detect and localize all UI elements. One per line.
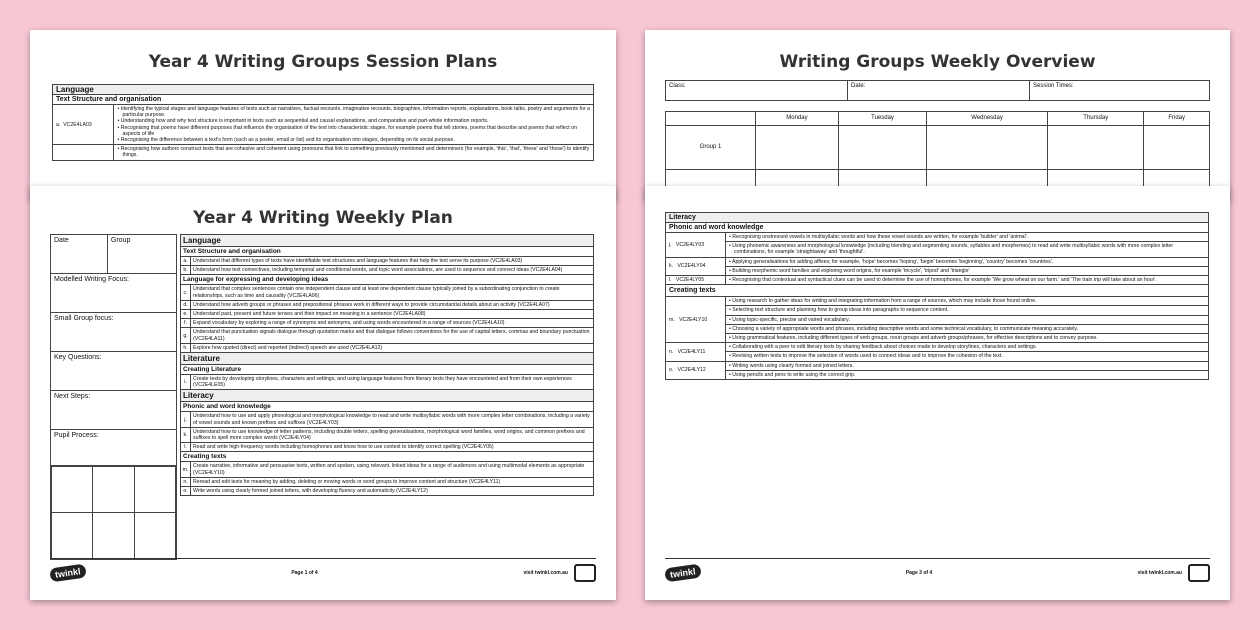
session-plan-table — [52, 84, 594, 161]
bullet-list — [726, 257, 1209, 275]
row-code-label: VC2E4LY05 — [675, 277, 705, 284]
row-code — [666, 343, 726, 361]
subsection-heading: Phonic and word knowledge — [666, 223, 1209, 233]
list-item: • Understanding how and why text structure is important in texts such as sequential and causal explanations, and comparative and part-whole information reports. — [116, 118, 592, 124]
section-heading: Literacy — [181, 390, 594, 402]
sheet-title: Writing Groups Weekly Overview — [779, 52, 1096, 72]
literacy-sheet — [645, 186, 1230, 600]
curriculum-item: Explore how quoted (direct) and reported (indirect) speech are used (VC2E4LA12) — [191, 343, 594, 352]
curriculum-item: Understand how text connectives, including temporal and conditional words, and topic word associations, are used to sequence and connect ideas (VC2E4LA04) — [191, 266, 594, 275]
day-thursday: Thursday — [1047, 112, 1143, 126]
row-letter: k. — [669, 263, 674, 270]
page-footer — [50, 558, 596, 586]
small-group-cell: Small Group focus: — [51, 313, 177, 352]
section-heading: Literacy — [666, 213, 1209, 223]
curriculum-item: Understand how adverb groups or phrases and prepositional phrases work in different ways to provide circumstantial details about an activity (VC2E4LA07) — [191, 300, 594, 309]
subsection-heading: Creating Literature — [181, 365, 594, 375]
bullet-list — [726, 276, 1209, 285]
subsection-heading: Text Structure and organisation — [53, 95, 594, 105]
day-wednesday: Wednesday — [927, 112, 1048, 126]
date-label: Date: — [848, 81, 1030, 101]
curriculum-table — [180, 234, 594, 496]
row-code-label: VC2E4LY04 — [677, 263, 706, 270]
page-number: Page 3 of 4 — [905, 569, 933, 576]
curriculum-item: Create narrative, informative and persuasive texts, written and spoken, using relevant, linked ideas for a range of audiences and using multimodal elements as appropriate (VC2E4LY10) — [191, 462, 594, 477]
row-letter: k. — [181, 427, 191, 442]
row-letter: n. — [669, 348, 674, 355]
list-item: • Applying generalisations for adding affixes; for example, 'hope' becomes 'hoping', 'begin' becomes 'beginning', 'country' becomes 'countries'. — [726, 258, 1208, 266]
curriculum-item: Create texts by developing storylines, characters and settings, and using language features from literary texts they have encountered and from their own experiences (VC2E4LE05) — [191, 375, 594, 390]
curriculum-item: Expand vocabulary by exploring a range of synonyms and antonyms, and using words encountered in a range of sources (VC2E4LA10) — [191, 319, 594, 328]
row-letter: j. — [669, 241, 672, 248]
row-code — [666, 361, 726, 379]
list-item: • Recognising that poems have different purposes that influence the organisation of the text into characteristic stages, for example poems that tell stories, poems that describe and poems that reflect on aspects of life — [116, 125, 592, 137]
curriculum-item: Understand that complex sentences contain one independent clause and at least one dependent clause typically joined by a subordinating conjunction to create relationships, such as time and causality (VC2E4LA06) — [191, 285, 594, 300]
site-link[interactable]: visit twinkl.com.au — [523, 569, 568, 576]
weekly-overview-sheet — [645, 30, 1230, 200]
section-heading: Literature — [181, 353, 594, 365]
curriculum-item: Write words using clearly formed joined letters, with developing fluency and automaticity (VC2E4LY12) — [191, 487, 594, 496]
section-heading: Language — [181, 235, 594, 247]
row-letter: l. — [181, 443, 191, 452]
list-item: • Using grammatical features, including different types of verb groups, noun groups and adverb groups/phrases, for effective descriptions and to convey purpose. — [726, 333, 1208, 342]
row-letter: m. — [669, 316, 675, 323]
weekly-grid — [665, 111, 1210, 190]
list-item: • Using pencils and pens to write using the correct grip. — [726, 370, 1208, 379]
list-item: • Recognising that contextual and syntactical clues can be used to determine the use of homophones, for example 'We grow wheat on our farm.' and 'The train trip will take about an hour'. — [726, 276, 1208, 284]
row-letter: n. — [181, 477, 191, 486]
list-item: • Collaborating with a peer to edit literary texts by sharing feedback about choices made to develop storylines, characters and settings. — [726, 343, 1208, 351]
row-letter: o. — [181, 487, 191, 496]
curriculum-item: Read and write high-frequency words including homophones and know how to use context to identify correct spelling (VC2E4LY05) — [191, 443, 594, 452]
list-item: • Using topic-specific, precise and varied vocabulary. — [726, 315, 1208, 324]
group-cell: Group — [107, 235, 176, 274]
pupil-process-cell: Pupil Process: — [51, 430, 177, 466]
next-steps-cell: Next Steps: — [51, 391, 177, 430]
sheet-title: Year 4 Writing Groups Session Plans — [148, 52, 498, 72]
subsection-heading: Language for expressing and developing ideas — [181, 275, 594, 285]
row-letter: m. — [181, 462, 191, 477]
literacy-table — [665, 212, 1209, 380]
list-item: • Using phonemic awareness and morphological knowledge (including blending and segmenting sounds, syllables and morphemes) to read and write multisyllabic words with more complex letter combinations, for example 'straightaway' and 'thoughtful'. — [726, 241, 1208, 256]
bullet-list — [726, 233, 1209, 258]
row-letter: h. — [181, 343, 191, 352]
page-footer — [665, 558, 1210, 586]
curriculum-item: Understand that different types of texts have identifiable text structures and language features that help the text serve its purpose (VC2E4LA03) — [191, 257, 594, 266]
day-friday: Friday — [1144, 112, 1210, 126]
bullet-list — [726, 297, 1209, 343]
class-info-table — [665, 80, 1210, 101]
list-item: • Identifying the typical stages and language features of texts such as narratives, factual recounts, imaginative recounts, biographies, information reports, explanations, book talks, poetry and arguments for a particular purpose. — [116, 106, 592, 118]
subsection-heading: Creating texts — [666, 285, 1209, 297]
row-letter: a. — [181, 257, 191, 266]
row-code — [666, 257, 726, 275]
pupil-grid — [51, 466, 176, 559]
row-letter: l. — [669, 277, 672, 284]
section-heading: Language — [53, 85, 594, 95]
row-letter: e. — [181, 310, 191, 319]
key-questions-cell: Key Questions: — [51, 352, 177, 391]
row-letter: j. — [181, 412, 191, 427]
twinkl-logo: twinkl — [49, 563, 86, 582]
row-code — [666, 297, 726, 343]
curriculum-item: Understand how to use and apply phonological and morphological knowledge to read and write multisyllabic words with more complex letter combinations, including a variety of vowel sounds and known prefixes and suffixes (VC2E4LY03) — [191, 412, 594, 427]
class-label: Class: — [666, 81, 848, 101]
list-item: • Writing words using clearly formed and joined letters. — [726, 362, 1208, 370]
list-item: • Selecting text structure and planning how to group ideas into paragraphs to sequence content. — [726, 305, 1208, 314]
list-item: • Using research to gather ideas for writing and integrating information from a range of sources, which may include those found online. — [726, 297, 1208, 305]
plan-left-table — [50, 234, 177, 560]
bullet-list — [113, 105, 593, 145]
curriculum-item: Understand past, present and future tenses and their impact on meaning in a sentence (VC2E4LA08) — [191, 310, 594, 319]
page-number: Page 1 of 4 — [291, 569, 318, 576]
row-code-label: VC2E4LA03 — [63, 121, 92, 128]
weekly-plan-sheet — [30, 186, 616, 600]
curriculum-item: Reread and edit texts for meaning by adding, deleting or moving words or word groups to improve content and structure (VC2E4LY11) — [191, 477, 594, 486]
row-code-label: VC2E4LY12 — [677, 367, 706, 374]
list-item: • Choosing a variety of appropriate words and phrases, including descriptive words and some technical vocabulary, to communicate meaning accurately. — [726, 324, 1208, 333]
site-link[interactable]: visit twinkl.com.au — [1137, 569, 1182, 576]
curriculum-item: Understand that punctuation signals dialogue through quotation marks and that dialogue follows conventions for the use of capital letters, commas and boundary punctuation (VC2E4LA11) — [191, 328, 594, 343]
list-item: • Recognising unstressed vowels in multisyllabic words and how these vowel sounds are written, for example 'builder' and 'animal'. — [726, 233, 1208, 241]
subsection-heading: Text Structure and organisation — [181, 247, 594, 257]
modelled-writing-cell: Modelled Writing Focus: — [51, 274, 177, 313]
quality-badge-icon — [574, 564, 596, 582]
day-tuesday: Tuesday — [838, 112, 926, 126]
row-code-label: VC2E4LY10 — [679, 316, 708, 323]
row-code-label: VC2E4LY11 — [677, 348, 706, 355]
row-letter: g. — [181, 328, 191, 343]
list-item: • Recognising the difference between a text's form (such as a poster, email or list) and its organisation into stages, depending on its social purpose. — [116, 137, 592, 143]
sheet-title: Year 4 Writing Weekly Plan — [193, 208, 453, 228]
row-letter: d. — [181, 300, 191, 309]
subsection-heading: Phonic and word knowledge — [181, 402, 594, 412]
row-letter: b. — [181, 266, 191, 275]
quality-badge-icon — [1188, 564, 1210, 582]
date-cell: Date — [51, 235, 108, 274]
curriculum-item: Understand how to use knowledge of letter patterns, including double letters, spelling generalisations, morphological word families, word origins, and common prefixes and suffixes to spell more complex words (VC2E4LY04) — [191, 427, 594, 442]
day-monday: Monday — [756, 112, 839, 126]
row-letter: i. — [181, 375, 191, 390]
session-plans-sheet — [30, 30, 616, 200]
list-item: • Recognising how authors construct texts that are cohesive and coherent using pronouns that link to something previously mentioned and determiners (for example, 'this', 'that', 'these' and 'those') to identify things. — [116, 146, 592, 158]
row-code — [666, 276, 726, 285]
list-item: • Revising written texts to improve the selection of words used to connect ideas and to improve the cohesion of the text. — [726, 351, 1208, 360]
bullet-list — [726, 361, 1209, 379]
session-times-label: Session Times: — [1030, 81, 1210, 101]
bullet-list — [726, 343, 1209, 361]
row-code-label: VC2E4LY03 — [675, 241, 705, 248]
row-code — [666, 233, 726, 258]
list-item: • Building morphemic word families and exploring word origins, for example 'tricycle', 'tripod' and 'triangle' — [726, 266, 1208, 275]
row-letter: f. — [181, 319, 191, 328]
row-letter: o. — [669, 367, 674, 374]
subsection-heading: Creating texts — [181, 452, 594, 462]
group-label: Group 1 — [666, 126, 756, 170]
row-letter: c. — [181, 285, 191, 300]
row-letter: a. — [56, 121, 61, 128]
twinkl-logo: twinkl — [664, 563, 701, 582]
row-code — [53, 105, 113, 145]
